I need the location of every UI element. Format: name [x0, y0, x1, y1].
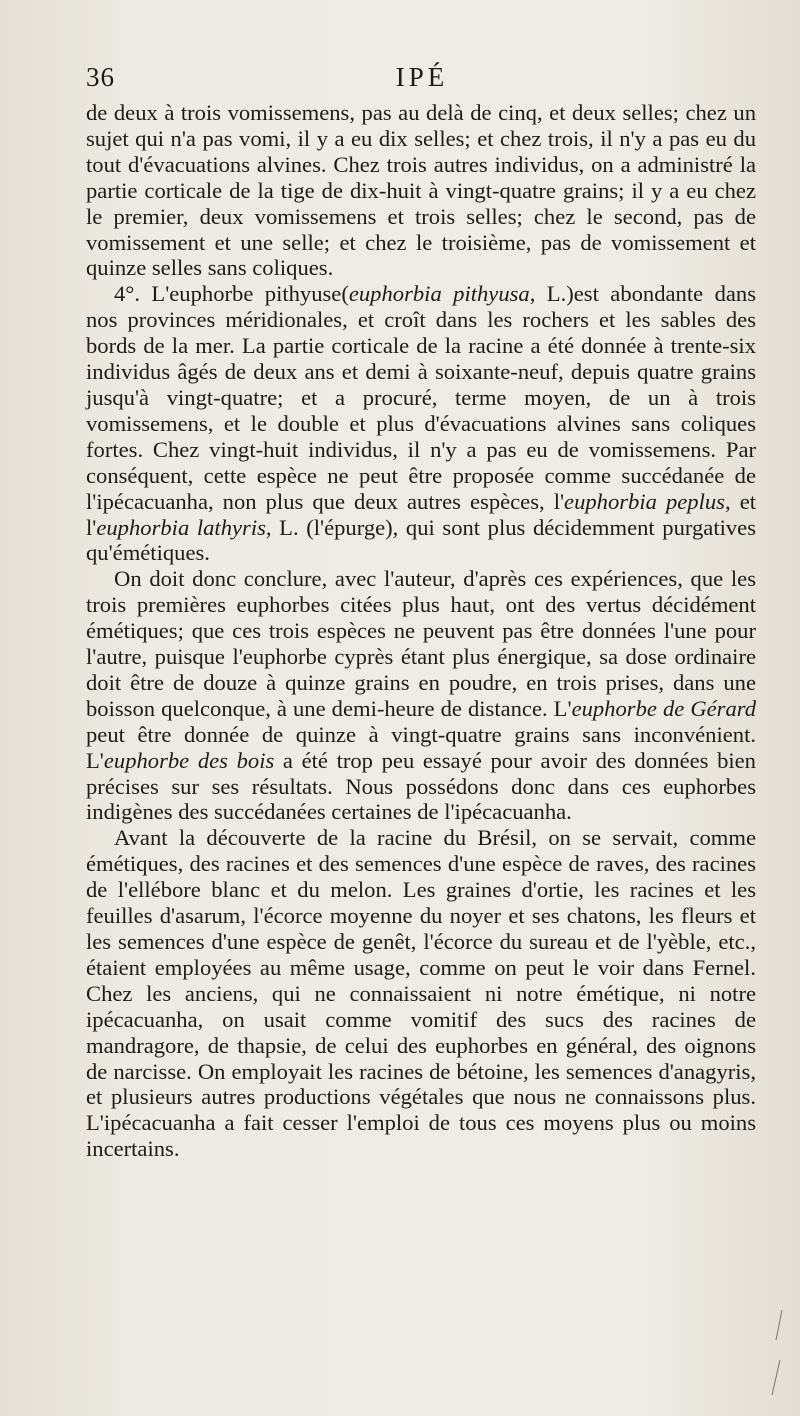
italic-term: euphorbia lathyris	[96, 514, 266, 540]
text-run: , L. (l'épurge), qui sont plus décidemment purgatives qu'émétiques.	[86, 514, 756, 566]
page-header	[86, 62, 758, 102]
page-number: 36	[86, 62, 115, 92]
text-run: Avant la découverte de la racine du Brésil, on se servait, comme émétiques, des racines et des semences d'une espèce de raves, des racines de l'ellébore blanc et du melon. Les graines d'ortie, les racines et les feuilles d'asarum, l'écorce moyenne du noyer et ses chatons, les fleurs et les semences d'une espèce de genêt, l'écorce du sureau et de l'yèble, etc., étaient employées au même usage, comme on peut le voir dans Fernel. Chez les anciens, qui ne connaissaient ni notre émétique, ni notre ipécacuanha, on usait comme vomitif des sucs des racines de mandragore, de thapsie, de celui des euphorbes en général, des oignons de narcisse. On employait les racines de bétoine, les semences d'anagyris, et plusieurs autres productions végétales que nous ne connaissons plus. L'ipécacuanha a fait cesser l'emploi de tous ces moyens plus ou moins incertains.	[86, 825, 756, 1162]
italic-term: euphorbe de Gérard	[571, 695, 756, 721]
italic-term: euphorbia pithyusa	[348, 281, 530, 307]
paragraph	[86, 566, 756, 825]
italic-term: euphorbia peplus	[564, 488, 725, 514]
margin-mark	[764, 1300, 786, 1400]
text-run: a été trop peu essayé pour avoir des données bien précises sur ses résultats. Nous possédons donc dans ces euphorbes indigènes des succédanées certaines de l'ipécacuanha.	[86, 747, 756, 825]
text-run: peut être donnée de quinze à vingt-quatre grains sans inconvénient. L'	[86, 721, 756, 773]
paragraph	[86, 100, 756, 281]
paragraph	[86, 825, 756, 1162]
running-head: IPÉ	[395, 62, 449, 92]
paragraph	[86, 281, 756, 566]
italic-term: euphorbe des bois	[103, 747, 275, 773]
text-run: 4°. L'euphorbe pithyuse(	[114, 281, 349, 307]
body-text	[86, 100, 756, 1162]
text-run: , et l'	[86, 488, 756, 540]
text-run: On doit donc conclure, avec l'auteur, d'après ces expériences, que les trois premières euphorbes citées plus haut, ont des vertus décidément émétiques; que ces trois espèces ne peuvent pas être données l'une pour l'autre, puisque l'euphorbe cyprès étant plus énergique, sa dose ordinaire doit être de douze à quinze grains en poudre, en trois prises, dans une boisson quelconque, à une demi-heure de distance. L'	[86, 566, 756, 721]
text-run: de deux à trois vomissemens, pas au delà de cinq, et deux selles; chez un sujet qui n'a pas vomi, il y a eu dix selles; et chez trois, il n'y a pas eu du tout d'évacuations alvines. Chez trois autres individus, on a administré la partie corticale de la tige de dix-huit à vingt-quatre grains; il y a eu chez le premier, deux vomissemens et trois selles; chez le second, pas de vomissement et une selle; et chez le troisième, pas de vomissement et quinze selles sans coliques.	[86, 100, 756, 281]
text-run: , L.)est abondante dans nos provinces méridionales, et croît dans les rochers et les sables des bords de la mer. La partie corticale de la racine a été donnée à trente-six individus âgés de deux ans et demi à soixante-neuf, depuis quatre grains jusqu'à vingt-quatre; et a procuré, terme moyen, de un à trois vomissemens, et le double et plus d'évacuations alvines sans coliques fortes. Chez vingt-huit individus, il n'y a pas eu de vomissemens. Par conséquent, cette espèce ne peut être proposée comme succédanée de l'ipécacuanha, non plus que deux autres espèces, l'	[86, 281, 756, 514]
